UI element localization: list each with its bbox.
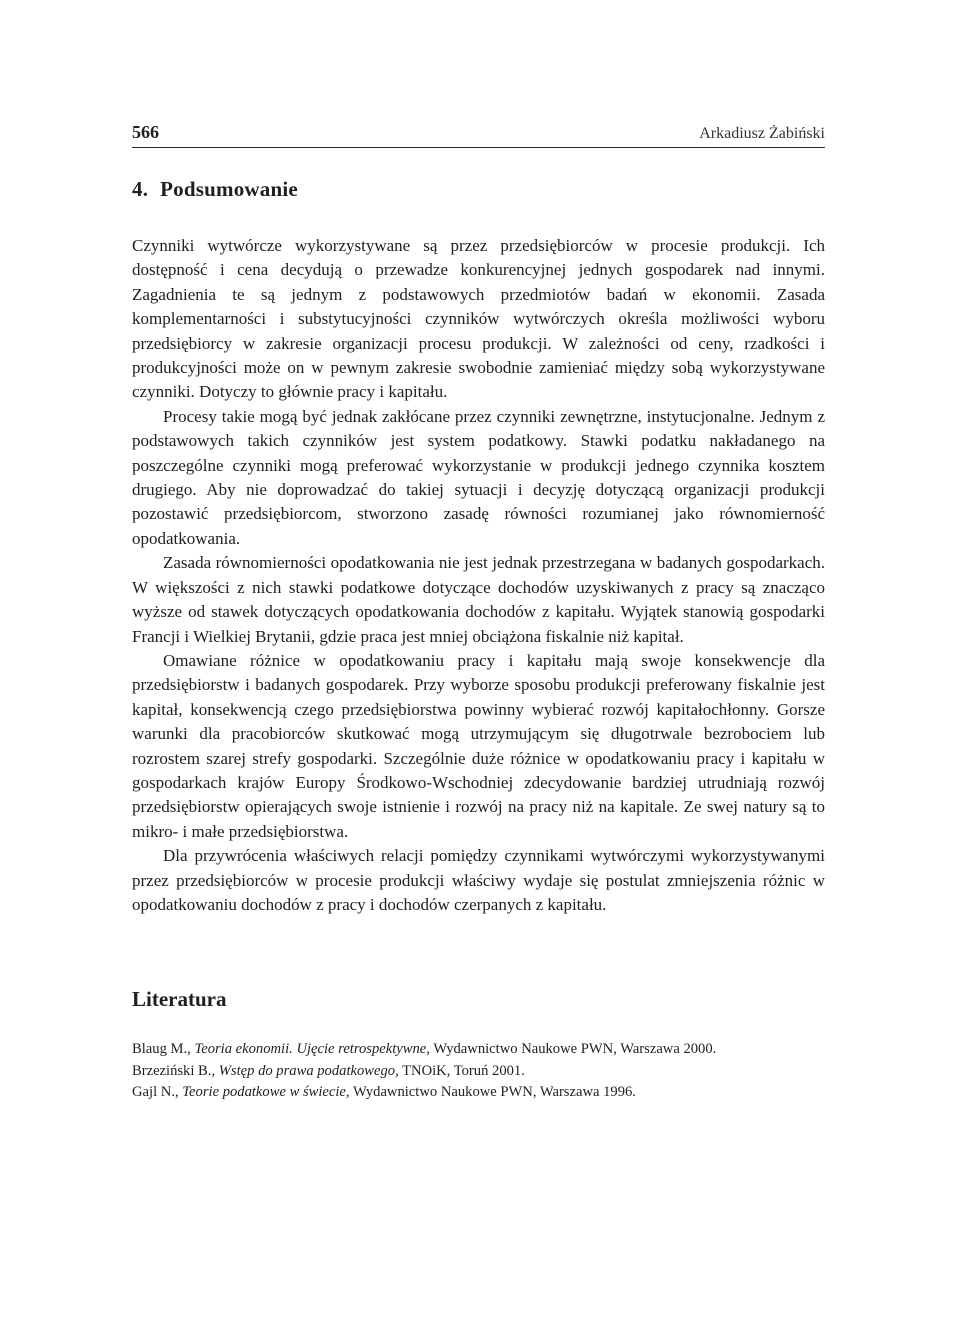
section-heading: [132, 177, 825, 202]
reference-author: Gajl N.,: [132, 1083, 179, 1100]
paragraph: Dla przywrócenia właściwych relacji pomiędzy czynnikami wytwórczymi wykorzystywanymi przez przedsiębiorców w procesie produkcji właściwy wydaje się postulat zmniejszenia różnic w opodatkowaniu dochodów z pracy i dochodów czerpanych z kapitału.: [132, 846, 825, 914]
reference-publisher: TNOiK, Toruń 2001.: [402, 1062, 525, 1079]
paragraph: Procesy takie mogą być jednak zakłócane przez czynniki zewnętrzne, instytucjonalne. Jednym z podstawowych takich czynników jest system podatkowy. Stawki podatku nakładanego na poszczególne czynniki mogą preferować wykorzystanie w produkcji jednego czynnika kosztem drugiego. Aby nie doprowadzać do takiej sytuacji i decyzję dotyczącą organizacji produkcji pozostawić przedsiębiorcom, stworzono zasadę równości rozumianej jako równomierność opodatkowania.: [132, 406, 825, 548]
reference-title: Teoria ekonomii. Ujęcie retrospektywne,: [194, 1041, 430, 1058]
section-title: Podsumowanie: [160, 177, 298, 201]
reference-item: [132, 1061, 825, 1082]
paragraph: Czynniki wytwórcze wykorzystywane są przez przedsiębiorców w procesie produkcji. Ich dostępność i cena decydują o przewadze konkurencyjnej jednych gospodarek nad innymi. Zagadnienia te są jednym z podstawowych przedmiotów badań w ekonomii. Zasada komplementarności i substytucyjności czynników wytwórczych określa możliwości wyboru przedsiębiorcy w zakresie organizacji procesu produkcji. W zależności od ceny, rzadkości i produkcyjności może on w pewnym zakresie swobodnie zamieniać między sobą wykorzystywane czynniki. Dotyczy to głównie pracy i kapitału.: [132, 236, 825, 402]
paragraph: Zasada równomierności opodatkowania nie jest jednak przestrzegana w badanych gospodarkach. W większości z nich stawki podatkowe dotyczące dochodów uzyskiwanych z pracy są znacząco wyższe od stawek dotyczących opodatkowania dochodów z kapitału. Wyjątek stanowią gospodarki Francji i Wielkiej Brytanii, gdzie praca jest mniej obciążona fiskalnie niż kapitał.: [132, 553, 825, 646]
literature-heading: Literatura: [132, 987, 227, 1012]
reference-title: Wstęp do prawa podatkowego,: [218, 1062, 399, 1079]
paragraph: Omawiane różnice w opodatkowaniu pracy i kapitału mają swoje konsekwencje dla przedsiębiorstw i badanych gospodarek. Przy wyborze sposobu produkcji preferowany fiskalnie jest kapitał, konsekwencją czego przedsiębiorstwa powinny wybierać rozwój kapitałochłonny. Gorsze warunki dla pracobiorców skutkować mogą utrzymującym się długotrwale bezrobociem lub rozrostem szarej strefy gospodarki. Szczególnie duże różnice w opodatkowaniu pracy i kapitału w gospodarkach krajów Europy Środkowo-Wschodniej zdecydowanie bardziej utrudniają rozwój przedsiębiorstw opierających swoje istnienie i rozwój na pracy niż na kapitale. Ze swej natury są to mikro- i małe przedsiębiorstwa.: [132, 650, 825, 841]
reference-author: Blaug M.,: [132, 1041, 191, 1058]
running-head-author: Arkadiusz Żabiński: [699, 125, 825, 142]
reference-list: [132, 1039, 825, 1103]
reference-item: [132, 1082, 825, 1103]
reference-author: Brzeziński B.,: [132, 1062, 216, 1079]
running-header: [132, 122, 825, 148]
document-page: [132, 122, 825, 1103]
section-number: 4.: [132, 177, 149, 201]
reference-publisher: Wydawnictwo Naukowe PWN, Warszawa 1996.: [352, 1083, 636, 1100]
body-text: [132, 234, 825, 917]
reference-title: Teorie podatkowe w świecie,: [182, 1083, 350, 1100]
page-number: 566: [132, 122, 159, 142]
reference-item: [132, 1039, 825, 1060]
reference-publisher: Wydawnictwo Naukowe PWN, Warszawa 2000.: [433, 1041, 717, 1058]
